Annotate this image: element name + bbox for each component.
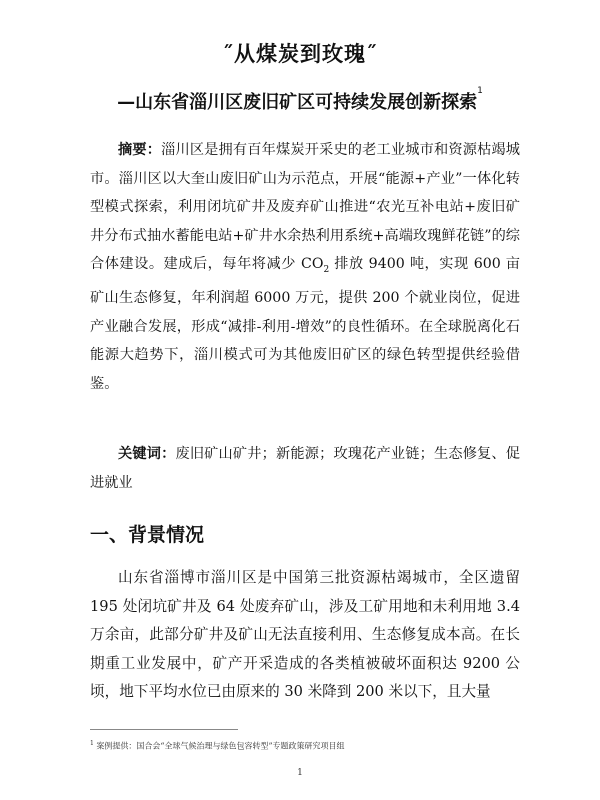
footnote [90,740,520,752]
section-body-paragraph: 山东省淄博市淄川区是中国第三批资源枯竭城市，全区遗留 195 处闭坑矿井及 64 处废弃矿山，涉及工矿用地和未利用地 3.4 万余亩，此部分矿井及矿山无法直接利用、生态修复成本高。在长期重工业发展中，矿产开采造成的各类植被破坏面积达 9200 公顷，地下平均水位已由原来的 30 米降到 200 米以下，且大量 [90,569,520,700]
abstract-text-before: 淄川区是拥有百年煤炭开采史的老工业城市和资源枯竭城市。淄川区以大奎山废旧矿山为示范点，开展“能源+产业”一体化转型模式探索，利用闭坑矿井及废弃矿山推进“农光互补电站+废旧矿井分布式抽水蓄能电站+矿井水余热利用系统+高端玫瑰鲜花链”的综合体建设。建成后，每年将减少 CO [90,142,520,272]
page-subtitle [0,88,600,114]
abstract-text-after: 排放 9400 吨，实现 600 亩矿山生态修复，年利润超 6000 万元，提供 200 个就业岗位，促进产业融合发展，形成“减排-利用-增效”的良性循环。在全球脱离化石能源大趋势下，淄川模式可为其他废旧矿区的绿色转型提供经验借鉴。 [90,256,520,392]
keywords-paragraph [90,440,520,497]
page-number: 1 [297,768,303,778]
page-title: ˝从煤炭到玫瑰˝ [222,42,378,66]
keywords-text: 废旧矿山矿井；新能源；玫瑰花产业链；生态修复、促进就业 [90,446,520,491]
subtitle-text: —山东省淄川区废旧矿区可持续发展创新探索 [117,92,478,113]
abstract-paragraph [90,136,520,398]
footnote-divider [90,729,238,730]
keywords-label: 关键词： [118,446,176,462]
footnote-text: 案例提供：国合会“全球气候治理与绿色包容转型”专题政策研究项目组 [93,741,345,751]
subtitle-footnote-mark: 1 [477,86,483,96]
abstract-label: 摘要： [118,142,162,158]
section-heading: 一、背景情况 [90,524,205,546]
footnote-mark: 1 [90,740,94,747]
co2-subscript: 2 [323,264,330,275]
